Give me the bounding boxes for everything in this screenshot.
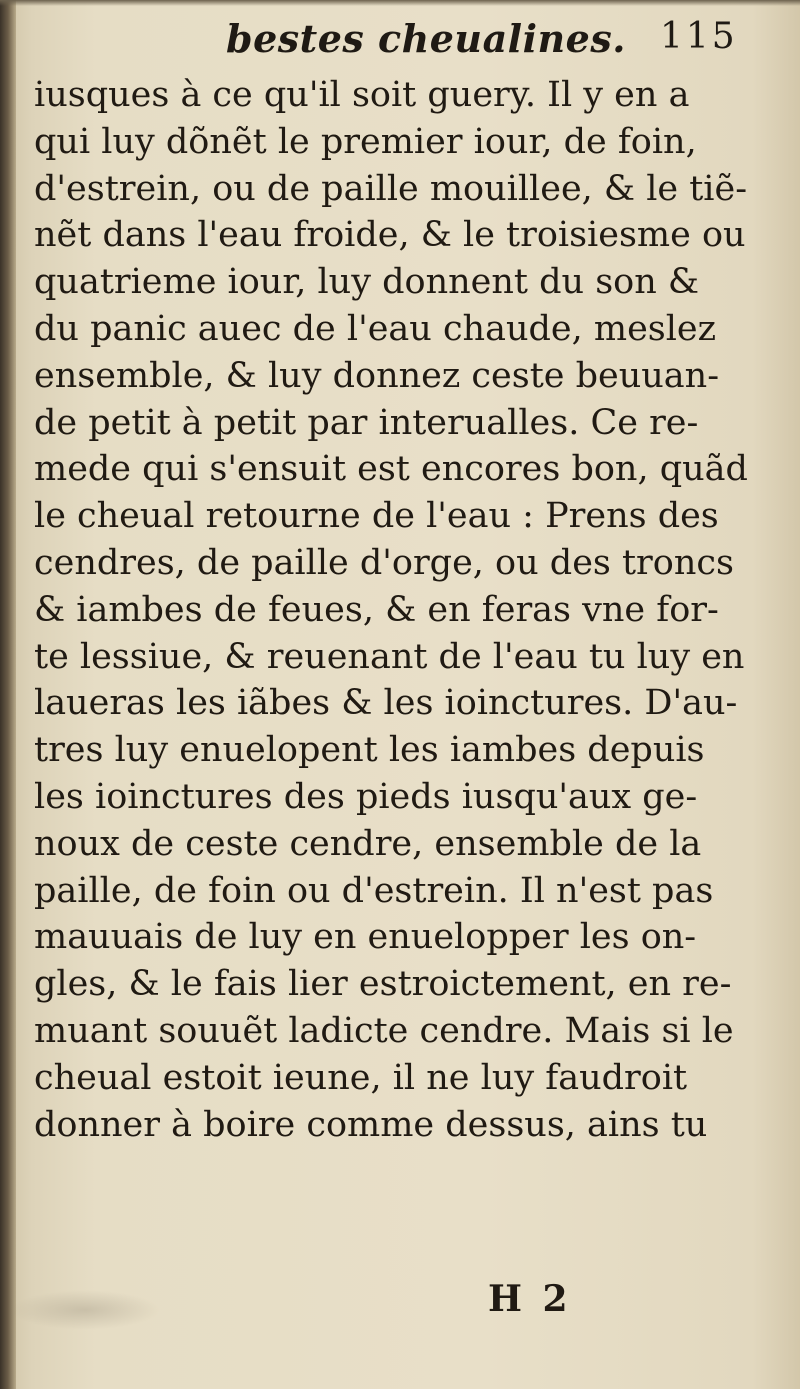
text-line: le cheual retourne de l'eau : Prens des: [34, 496, 719, 537]
text-line: cheual estoit ieune, il ne luy faudroit: [34, 1057, 688, 1098]
text-line: donner à boire comme dessus, ains tu: [34, 1104, 708, 1145]
text-line: d'estrein, ou de paille mouillee, & le tiẽ-: [34, 168, 748, 209]
text-line: noux de ceste cendre, ensemble de la: [34, 823, 702, 864]
text-line: du panic auec de l'eau chaude, meslez: [34, 308, 717, 349]
text-line: laueras les iãbes & les ioinctures. D'au-: [34, 683, 738, 724]
page-header: [0, 10, 800, 70]
text-line: cendres, de paille d'orge, ou des troncs: [34, 542, 734, 583]
text-line: qui luy dõnẽt le premier iour, de foin,: [34, 121, 697, 162]
text-line: mauuais de luy en enuelopper les on-: [34, 917, 697, 958]
text-line: muant souuẽt ladicte cendre. Mais si le: [34, 1010, 734, 1051]
page-binding-edge: [0, 0, 16, 1389]
body-text: [34, 72, 754, 1148]
text-line: tres luy enuelopent les iambes depuis: [34, 730, 705, 771]
running-title: bestes cheualines.: [226, 16, 626, 61]
text-line: & iambes de feues, & en feras vne for-: [34, 589, 719, 630]
text-line: de petit à petit par interualles. Ce re-: [34, 402, 699, 443]
text-line: quatrieme iour, luy donnent du son &: [34, 262, 700, 303]
text-line: iusques à ce qu'il soit guery. Il y en a: [34, 75, 690, 115]
show-through-smudge: [10, 1290, 160, 1330]
text-line: les ioinctures des pieds iusqu'aux ge-: [34, 776, 698, 817]
text-line: paille, de foin ou d'estrein. Il n'est pas: [34, 870, 714, 911]
text-line: ensemble, & luy donnez ceste beuuan-: [34, 355, 720, 396]
page-number: 115: [660, 16, 738, 57]
signature-mark: H 2: [488, 1278, 572, 1320]
text-line: te lessiue, & reuenant de l'eau tu luy en: [34, 636, 745, 677]
page-top-edge: [0, 0, 800, 6]
text-line: nẽt dans l'eau froide, & le troisiesme ou: [34, 215, 746, 256]
text-line: mede qui s'ensuit est encores bon, quãd: [34, 449, 748, 490]
text-line: gles, & le fais lier estroictement, en re-: [34, 964, 732, 1005]
